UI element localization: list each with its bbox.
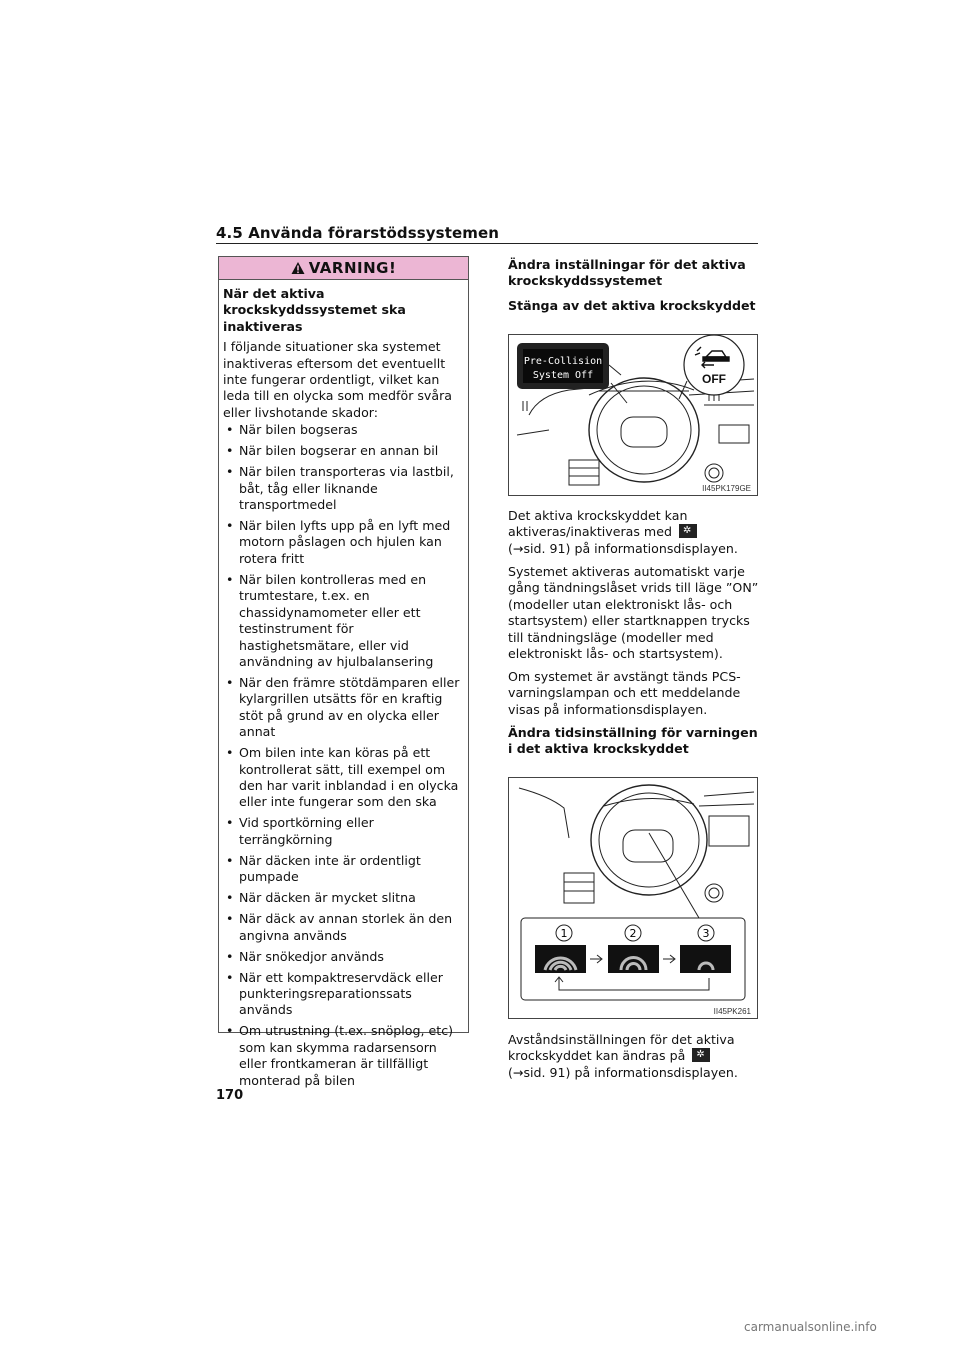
settings-icon: [679, 524, 697, 538]
paragraph-distance: Avståndsinställningen för det aktiva krockskyddet kan ändras på ✲ (→sid. 91) på informationsdisplayen.: [508, 1032, 760, 1081]
figure-2-caption: II45PK261: [713, 1007, 751, 1016]
warning-title: VARNING!: [308, 259, 397, 277]
warning-item: • När däcken är mycket slitna: [223, 890, 464, 906]
warning-item: • När däcken inte är ordentligt pumpade: [223, 853, 464, 886]
warning-item: • När den främre stötdämparen eller kylargrillen utsätts för en kraftig stöt på grund av en olycka eller annat: [223, 675, 464, 741]
dashboard-drawing: [509, 335, 757, 495]
figure-1-caption: II45PK179GE: [702, 484, 751, 493]
step-2-label: 2: [629, 927, 637, 940]
section-header: 4.5 Använda förarstödssystemen: [216, 224, 500, 242]
paragraph-activate: Det aktiva krockskyddet kan aktiveras/inaktiveras med ✲ (→sid. 91) på informationsdisplayen.: [508, 508, 760, 557]
warning-item: • När däck av annan storlek än den angivna används: [223, 911, 464, 944]
step-1-label: 1: [560, 927, 568, 940]
warning-item: • När bilen bogserar en annan bil: [223, 443, 464, 459]
paragraph-system-off: Om systemet är avstängt tänds PCS-varningslampan och ett meddelande visas på informationsdisplayen.: [508, 669, 741, 717]
timing-drawing: [509, 778, 757, 1018]
warning-intro: I följande situationer ska systemet inaktiveras eftersom det eventuellt inte fungerar ordentligt, vilket kan leda till en olycka som medför svåra eller livshotande skador:: [223, 339, 452, 420]
warning-item: • Vid sportkörning eller terrängkörning: [223, 815, 464, 848]
warning-item: • När snökedjor används: [223, 949, 464, 965]
watermark: carmanualsonline.info: [744, 1320, 877, 1334]
display-line-2: System Off: [532, 370, 594, 381]
step-3-label: 3: [702, 927, 710, 940]
header-rule: [216, 243, 758, 244]
warning-item: • När bilen transporteras via lastbil, båt, tåg eller liknande transportmedel: [223, 464, 464, 513]
disable-heading: Stänga av det aktiva krockskyddet: [508, 298, 756, 313]
warning-timing-illustration: [508, 777, 758, 1019]
pcs-off-illustration: [508, 334, 758, 496]
page-number: 170: [216, 1088, 244, 1103]
timing-heading: Ändra tidsinställning för varningen i det aktiva krockskyddet: [508, 725, 758, 757]
warning-item: • När bilen kontrolleras med en trumtestare, t.ex. en chassidynamometer eller ett testinstrument för hastighetsmätare, eller vid användning av hjulbalansering: [223, 572, 464, 670]
step-3-display: [680, 945, 731, 973]
settings-icon: [692, 1048, 710, 1062]
paragraph-auto-activate: Systemet aktiveras automatiskt varje gång tändningslåset vrids till läge ”ON” (modeller utan elektroniskt lås- och startsystem) eller startknappen trycks till tändningsläge (modeller med elektroniskt lås- och startsystem).: [508, 564, 759, 662]
warning-box: [218, 256, 469, 1088]
warning-item: • Om bilen inte kan köras på ett kontrollerat sätt, till exempel om den har varit inblandad i en olycka eller inte fungerar som den ska: [223, 745, 464, 811]
warning-item: • När bilen bogseras: [223, 422, 464, 438]
warning-item: • Om utrustning (t.ex. snöplog, etc) som kan skymma radarsensorn eller frontkameran är tillfälligt monterad på bilen: [223, 1023, 464, 1089]
warning-triangle-icon: [291, 261, 305, 275]
warning-header: [219, 257, 468, 280]
warning-item: • När ett kompaktreservdäck eller punkteringsreparationssats används: [223, 970, 464, 1019]
warning-list: [223, 422, 464, 1089]
warning-item: • När bilen lyfts upp på en lyft med motorn påslagen och hjulen kan rotera fritt: [223, 518, 464, 567]
settings-heading: Ändra inställningar för det aktiva krockskyddssystemet: [508, 257, 746, 289]
off-label: OFF: [702, 372, 726, 386]
display-line-1: Pre-Collision: [523, 356, 603, 367]
warning-subtitle: När det aktiva krockskyddssystemet ska inaktiveras: [223, 286, 406, 334]
